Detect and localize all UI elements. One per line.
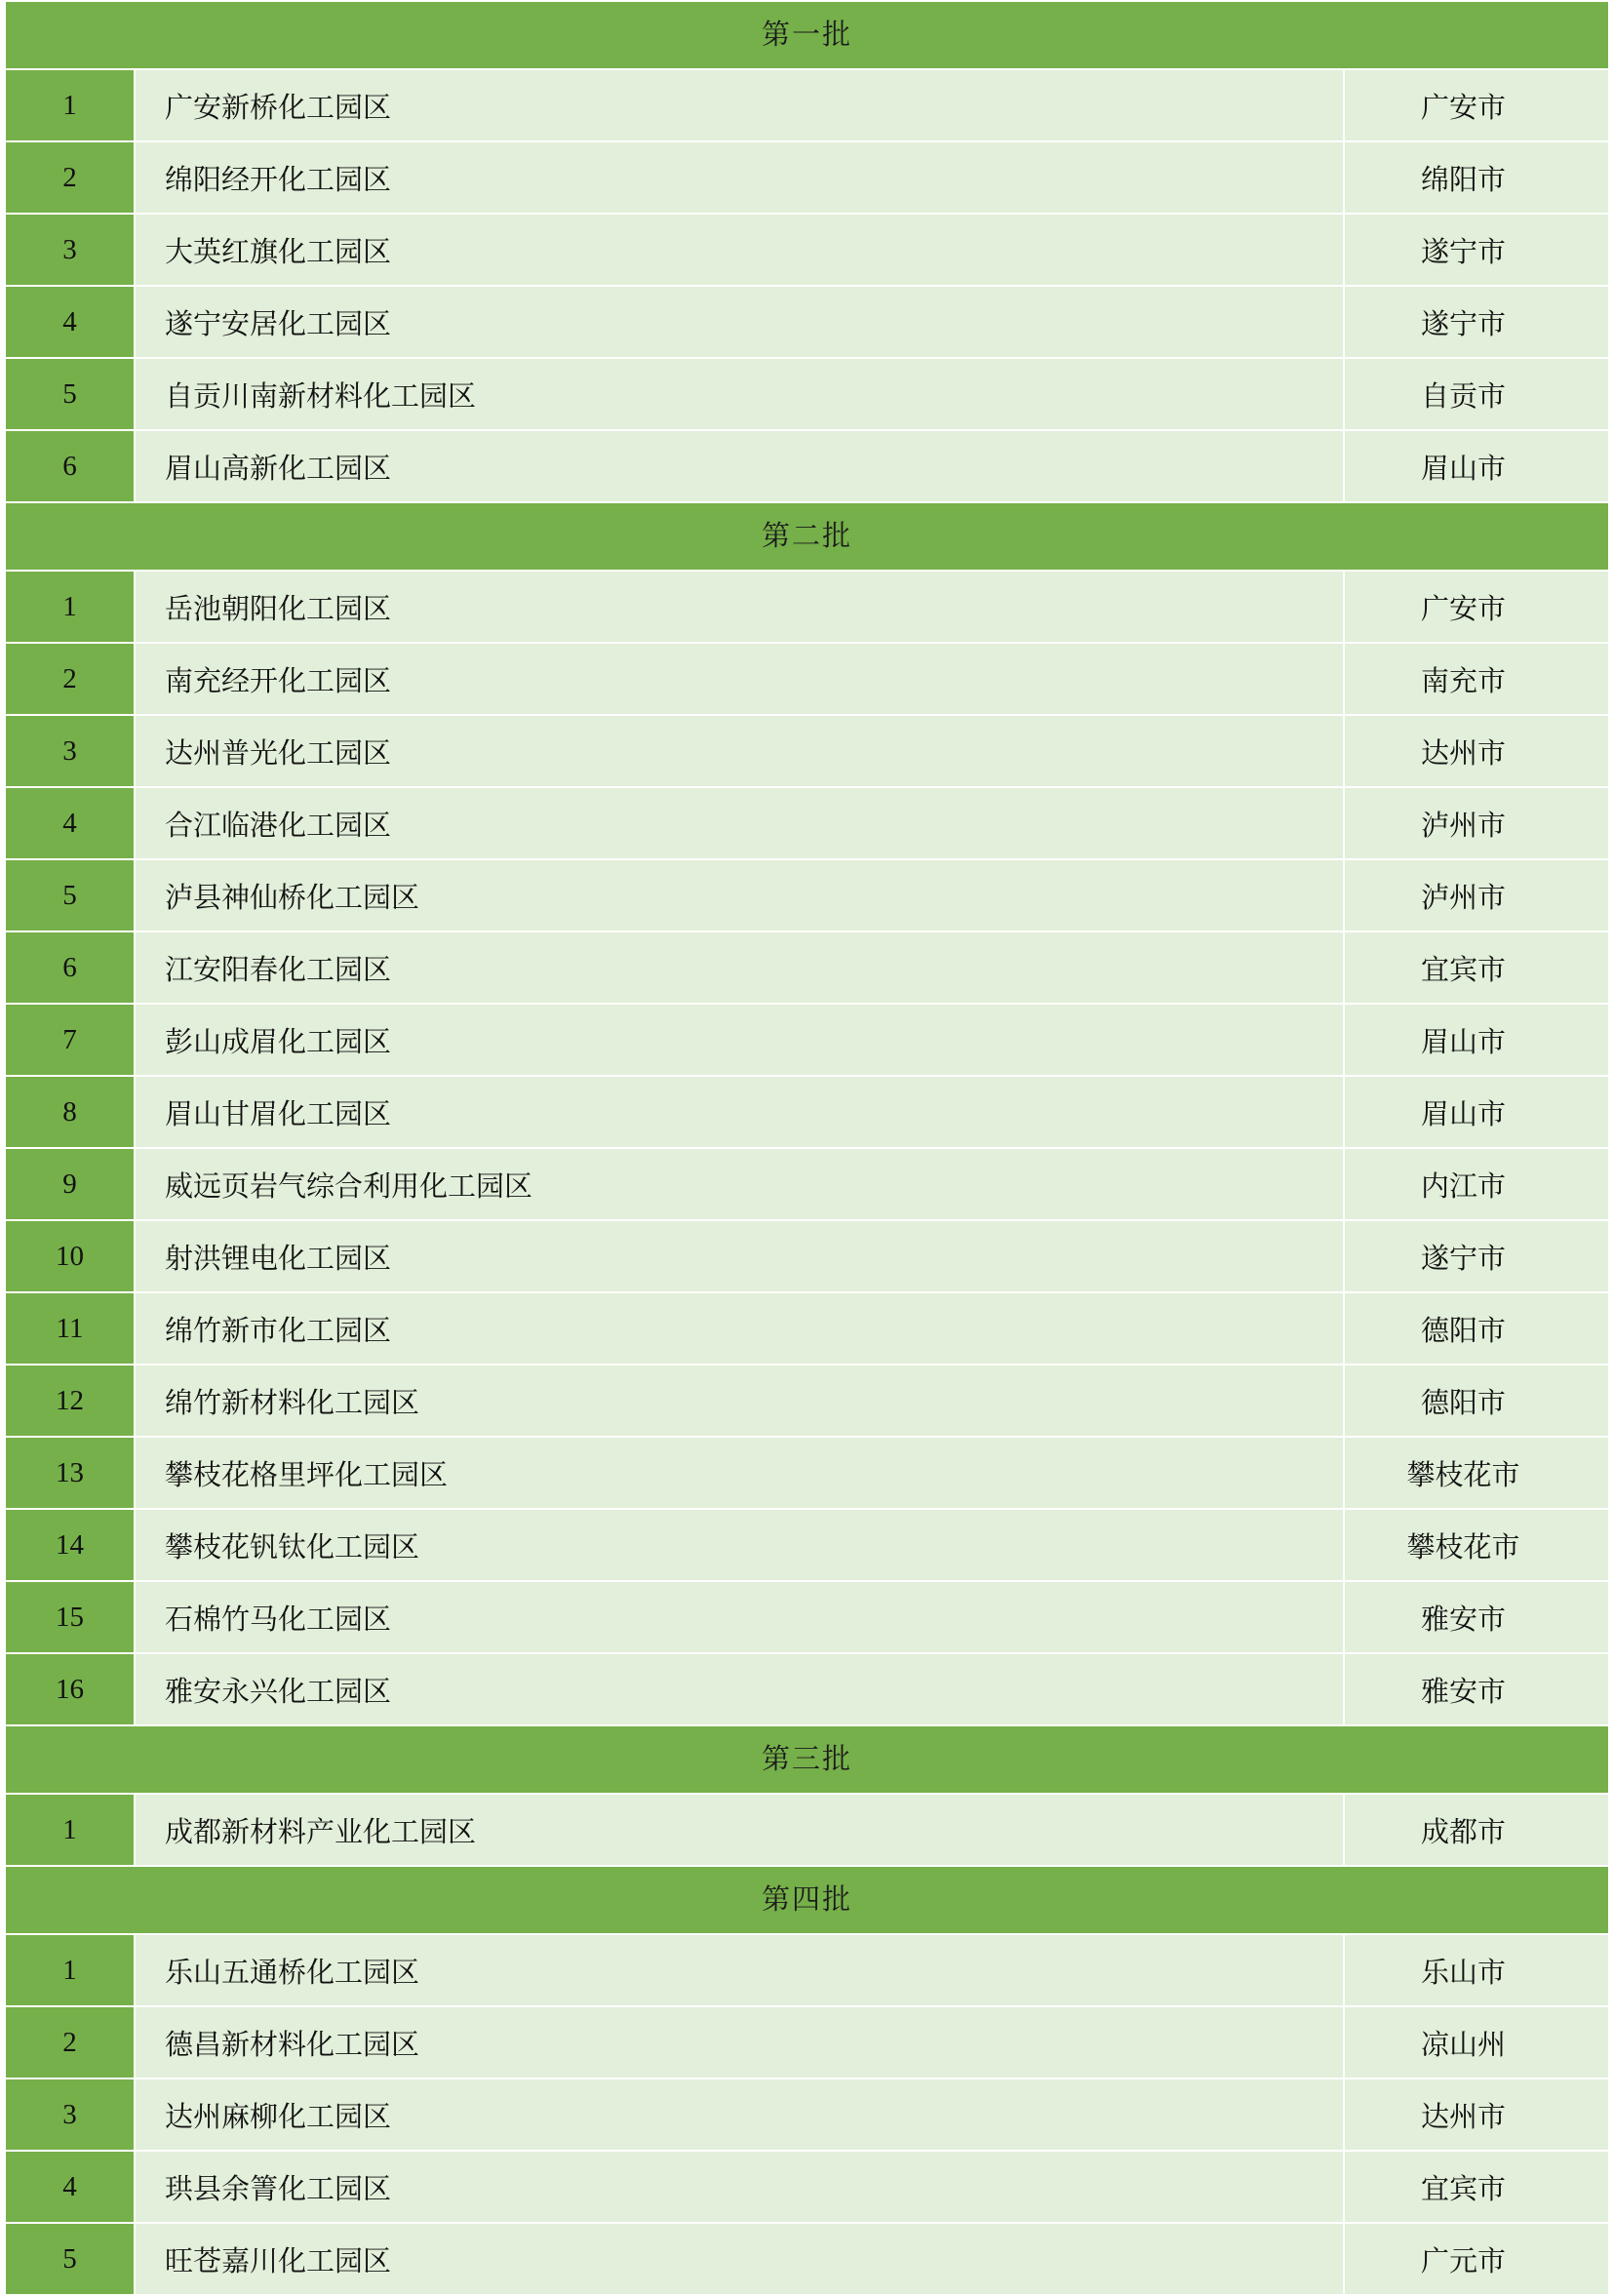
- park-city: 德阳市: [1344, 1292, 1609, 1365]
- table-row: [5, 859, 1609, 931]
- row-index: 11: [5, 1292, 135, 1365]
- park-city: 眉山市: [1344, 430, 1609, 502]
- park-city: 眉山市: [1344, 1004, 1609, 1076]
- park-name: 泸县神仙桥化工园区: [135, 859, 1344, 931]
- table-row: [5, 2006, 1609, 2078]
- park-city: 德阳市: [1344, 1365, 1609, 1437]
- table-row: [5, 141, 1609, 214]
- park-city: 泸州市: [1344, 787, 1609, 859]
- table-row: [5, 1148, 1609, 1220]
- row-index: 5: [5, 358, 135, 430]
- row-index: 7: [5, 1004, 135, 1076]
- table-row: [5, 1004, 1609, 1076]
- park-name: 绵阳经开化工园区: [135, 141, 1344, 214]
- table-row: [5, 931, 1609, 1004]
- table-row: [5, 1076, 1609, 1148]
- park-name: 自贡川南新材料化工园区: [135, 358, 1344, 430]
- row-index: 6: [5, 931, 135, 1004]
- table-row: [5, 1509, 1609, 1581]
- table-row: [5, 715, 1609, 787]
- park-city: 内江市: [1344, 1148, 1609, 1220]
- row-index: 6: [5, 430, 135, 502]
- park-name: 岳池朝阳化工园区: [135, 571, 1344, 643]
- park-city: 乐山市: [1344, 1934, 1609, 2006]
- park-name: 德昌新材料化工园区: [135, 2006, 1344, 2078]
- park-city: 雅安市: [1344, 1581, 1609, 1653]
- row-index: 3: [5, 2078, 135, 2151]
- park-city: 宜宾市: [1344, 931, 1609, 1004]
- park-name: 石棉竹马化工园区: [135, 1581, 1344, 1653]
- park-name: 达州麻柳化工园区: [135, 2078, 1344, 2151]
- park-city: 宜宾市: [1344, 2151, 1609, 2223]
- park-city: 攀枝花市: [1344, 1437, 1609, 1509]
- table-row: [5, 2078, 1609, 2151]
- park-name: 乐山五通桥化工园区: [135, 1934, 1344, 2006]
- section-header-label: 第四批: [5, 1866, 1609, 1934]
- row-index: 4: [5, 286, 135, 358]
- park-name: 达州普光化工园区: [135, 715, 1344, 787]
- park-name: 成都新材料产业化工园区: [135, 1794, 1344, 1866]
- park-name: 彭山成眉化工园区: [135, 1004, 1344, 1076]
- table-body: [5, 1, 1609, 2295]
- park-name: 威远页岩气综合利用化工园区: [135, 1148, 1344, 1220]
- park-name: 眉山高新化工园区: [135, 430, 1344, 502]
- table-row: [5, 358, 1609, 430]
- table-row: [5, 1794, 1609, 1866]
- table-row: [5, 214, 1609, 286]
- table-row: [5, 2151, 1609, 2223]
- park-city: 遂宁市: [1344, 214, 1609, 286]
- row-index: 4: [5, 787, 135, 859]
- row-index: 16: [5, 1653, 135, 1725]
- row-index: 13: [5, 1437, 135, 1509]
- park-name: 大英红旗化工园区: [135, 214, 1344, 286]
- park-name: 攀枝花钒钛化工园区: [135, 1509, 1344, 1581]
- row-index: 1: [5, 69, 135, 141]
- row-index: 10: [5, 1220, 135, 1292]
- park-name: 射洪锂电化工园区: [135, 1220, 1344, 1292]
- park-city: 广元市: [1344, 2223, 1609, 2295]
- row-index: 2: [5, 643, 135, 715]
- row-index: 14: [5, 1509, 135, 1581]
- table-row: [5, 571, 1609, 643]
- row-index: 8: [5, 1076, 135, 1148]
- park-city: 广安市: [1344, 69, 1609, 141]
- park-name: 雅安永兴化工园区: [135, 1653, 1344, 1725]
- park-city: 眉山市: [1344, 1076, 1609, 1148]
- section-header-label: 第三批: [5, 1725, 1609, 1794]
- row-index: 2: [5, 141, 135, 214]
- park-city: 泸州市: [1344, 859, 1609, 931]
- row-index: 4: [5, 2151, 135, 2223]
- park-name: 南充经开化工园区: [135, 643, 1344, 715]
- table-row: [5, 1653, 1609, 1725]
- row-index: 3: [5, 214, 135, 286]
- park-name: 珙县余箐化工园区: [135, 2151, 1344, 2223]
- park-city: 绵阳市: [1344, 141, 1609, 214]
- table-row: [5, 2223, 1609, 2295]
- table-row: [5, 69, 1609, 141]
- table-row: [5, 286, 1609, 358]
- park-name: 遂宁安居化工园区: [135, 286, 1344, 358]
- park-city: 南充市: [1344, 643, 1609, 715]
- section-header-label: 第二批: [5, 502, 1609, 571]
- park-name: 江安阳春化工园区: [135, 931, 1344, 1004]
- park-city: 雅安市: [1344, 1653, 1609, 1725]
- table-row: [5, 1220, 1609, 1292]
- park-name: 绵竹新材料化工园区: [135, 1365, 1344, 1437]
- park-name: 旺苍嘉川化工园区: [135, 2223, 1344, 2295]
- table-row: [5, 1292, 1609, 1365]
- park-city: 凉山州: [1344, 2006, 1609, 2078]
- table-row: [5, 643, 1609, 715]
- section-header-row: [5, 1725, 1609, 1794]
- park-city: 达州市: [1344, 2078, 1609, 2151]
- park-city: 遂宁市: [1344, 1220, 1609, 1292]
- row-index: 2: [5, 2006, 135, 2078]
- section-header-label: 第一批: [5, 1, 1609, 69]
- chemical-park-table: [4, 0, 1610, 2296]
- park-name: 合江临港化工园区: [135, 787, 1344, 859]
- park-name: 眉山甘眉化工园区: [135, 1076, 1344, 1148]
- park-city: 成都市: [1344, 1794, 1609, 1866]
- row-index: 12: [5, 1365, 135, 1437]
- row-index: 5: [5, 859, 135, 931]
- park-city: 广安市: [1344, 571, 1609, 643]
- table-row: [5, 787, 1609, 859]
- park-name: 绵竹新市化工园区: [135, 1292, 1344, 1365]
- section-header-row: [5, 502, 1609, 571]
- table-row: [5, 1437, 1609, 1509]
- section-header-row: [5, 1, 1609, 69]
- row-index: 5: [5, 2223, 135, 2295]
- park-city: 达州市: [1344, 715, 1609, 787]
- park-city: 自贡市: [1344, 358, 1609, 430]
- row-index: 1: [5, 1934, 135, 2006]
- table-row: [5, 1365, 1609, 1437]
- table-row: [5, 1581, 1609, 1653]
- park-city: 攀枝花市: [1344, 1509, 1609, 1581]
- row-index: 1: [5, 571, 135, 643]
- table-row: [5, 430, 1609, 502]
- park-name: 攀枝花格里坪化工园区: [135, 1437, 1344, 1509]
- section-header-row: [5, 1866, 1609, 1934]
- table-row: [5, 1934, 1609, 2006]
- park-city: 遂宁市: [1344, 286, 1609, 358]
- row-index: 3: [5, 715, 135, 787]
- park-name: 广安新桥化工园区: [135, 69, 1344, 141]
- row-index: 9: [5, 1148, 135, 1220]
- row-index: 15: [5, 1581, 135, 1653]
- row-index: 1: [5, 1794, 135, 1866]
